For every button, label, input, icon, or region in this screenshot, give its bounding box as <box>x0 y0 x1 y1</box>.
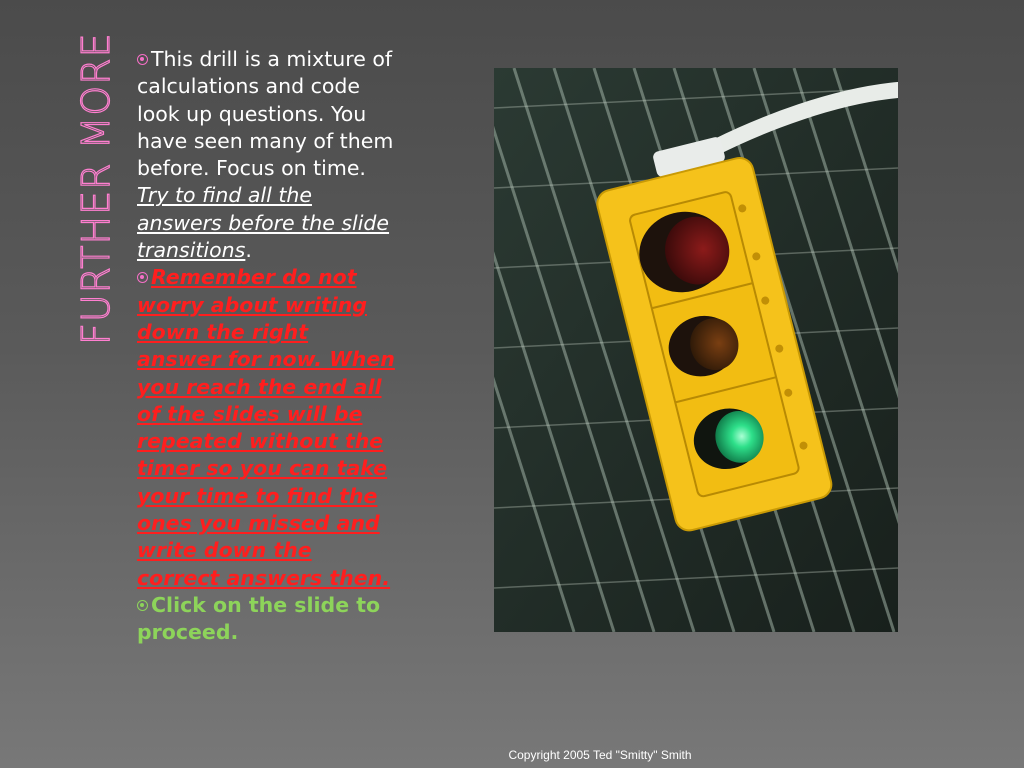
slide-title: FURTHER MORE <box>74 32 118 345</box>
bullet-reminder <box>137 264 395 592</box>
proceed-text[interactable]: Click on the slide to proceed. <box>137 592 381 645</box>
bullet-icon <box>137 54 148 65</box>
instructions-text: This drill is a mixture of calculations and code look up questions. You have seen many of them before. Focus on time. <box>137 47 394 181</box>
instructions-emphasis: Try to find all the answers before the slide transitions <box>137 183 390 263</box>
slide-content <box>137 46 395 647</box>
bullet-icon <box>137 600 148 611</box>
copyright-footer: Copyright 2005 Ted "Smitty" Smith <box>508 748 692 762</box>
bullet-icon <box>137 272 148 283</box>
bullet-proceed[interactable] <box>137 592 395 647</box>
bullet-instructions <box>137 46 395 264</box>
reminder-text: Remember do not worry about writing down the right answer for now. When you reach the end all of the slides will be repeated without the timer so you can take your time to find the ones you missed and write down the correct answers then. <box>137 265 395 590</box>
instructions-end: . <box>245 238 252 263</box>
traffic-light-photo <box>494 68 898 632</box>
